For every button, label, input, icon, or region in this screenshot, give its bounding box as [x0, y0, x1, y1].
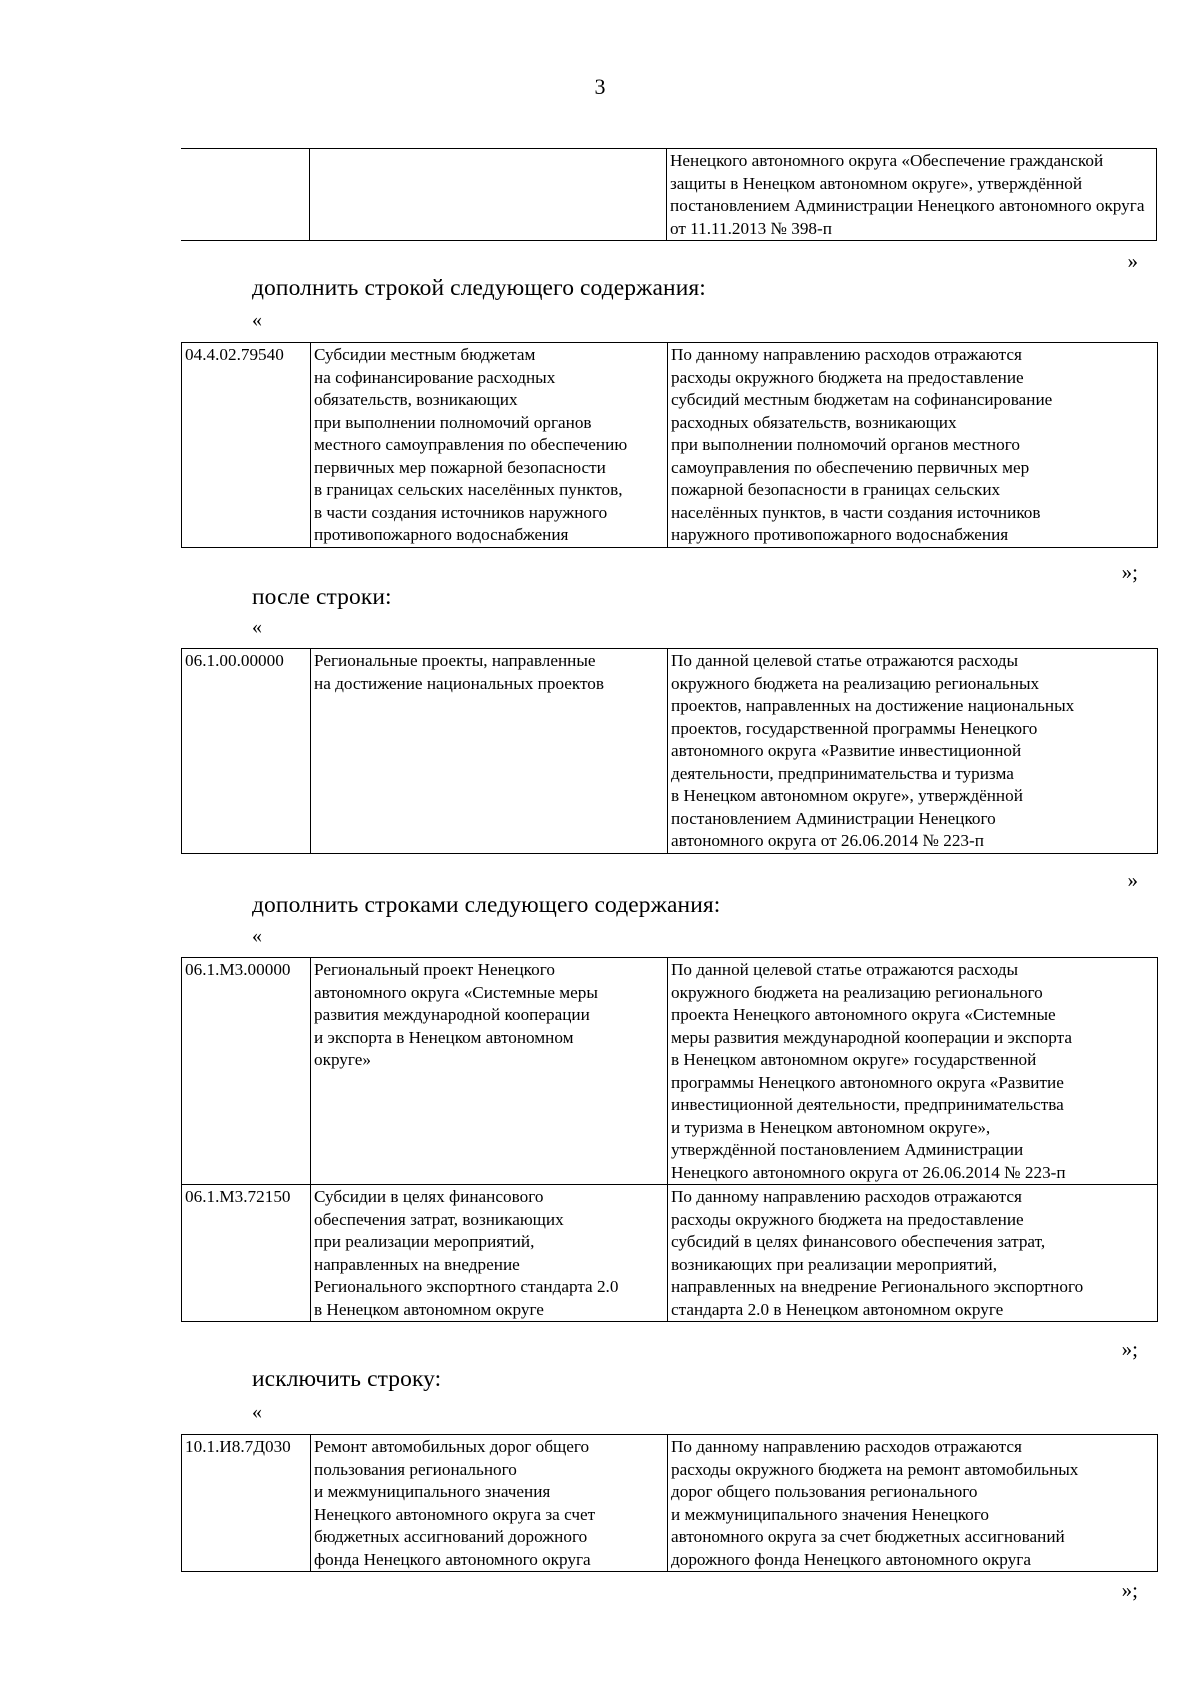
- description-cell: По данному направлению расходов отражаются расходы окружного бюджета на предоставление субсидий в целях финансового обеспечения затрат, возникающих при реализации мероприятий, направленных на внедрение Регионального экспортного стандарта 2.0 в Ненецком автономном округе: [668, 1185, 1158, 1322]
- added-rows-table: [181, 957, 1158, 1322]
- code-cell: 04.4.02.79540: [182, 343, 311, 548]
- name-cell: Субсидии в целях финансового обеспечения затрат, возникающих при реализации мероприятий, направленных на внедрение Регионального экспортного стандарта 2.0 в Ненецком автономном округе: [311, 1185, 668, 1322]
- closing-quote: »: [1127, 249, 1138, 273]
- description-cell: По данной целевой статье отражаются расходы окружного бюджета на реализацию региональных проектов, направленных на достижение национальных проектов, государственной программы Ненецкого автономного округа «Развитие инвестиционной деятельности, предпринимательства и туризма в Ненецком автономном округе», утверждённой постановлением Администрации Ненецкого автономного округа от 26.06.2014 № 223-п: [668, 649, 1158, 854]
- table-row: [182, 958, 1158, 1185]
- code-cell: [181, 149, 310, 241]
- name-cell: Региональный проект Ненецкого автономного округа «Системные меры развития международной кооперации и экспорта в Ненецком автономном округе»: [311, 958, 668, 1185]
- opening-quote: «: [252, 309, 262, 331]
- name-cell: Субсидии местным бюджетам на софинансирование расходных обязательств, возникающих при выполнении полномочий органов местного самоуправления по обеспечению первичных мер пожарной безопасности в границах сельских населённых пунктов, в части создания источников наружного противопожарного водоснабжения: [311, 343, 668, 548]
- name-cell: Региональные проекты, направленные на достижение национальных проектов: [311, 649, 668, 854]
- description-cell: По данному направлению расходов отражаются расходы окружного бюджета на ремонт автомобильных дорог общего пользования регионального и межмуниципального значения Ненецкого автономного округа за счет бюджетных ассигнований дорожного фонда Ненецкого автономного округа: [668, 1435, 1158, 1572]
- instruction-after-row: после строки:: [252, 584, 392, 610]
- opening-quote: «: [252, 1401, 262, 1423]
- instruction-remove-row: исключить строку:: [252, 1366, 442, 1392]
- closing-quote: »: [1127, 868, 1138, 892]
- name-cell: [310, 149, 667, 241]
- name-cell: Ремонт автомобильных дорог общего пользования регионального и межмуниципального значения Ненецкого автономного округа за счет бюджетных ассигнований дорожного фонда Ненецкого автономного округа: [311, 1435, 668, 1572]
- table-row: [182, 1435, 1158, 1572]
- table-row: [181, 149, 1157, 241]
- description-cell: По данной целевой статье отражаются расходы окружного бюджета на реализацию регионального проекта Ненецкого автономного округа «Системные меры развития международной кооперации и экспорта в Ненецком автономном округе» государственной программы Ненецкого автономного округа «Развитие инвестиционной деятельности, предпринимательства и туризма в Ненецком автономном округе», утверждённой постановлением Администрации Ненецкого автономного округа от 26.06.2014 № 223-п: [668, 958, 1158, 1185]
- reference-row-table: [181, 648, 1158, 854]
- closing-quote: »;: [1121, 1337, 1138, 1361]
- description-cell: По данному направлению расходов отражаются расходы окружного бюджета на предоставление субсидий местным бюджетам на софинансирование расходных обязательств, возникающих при выполнении полномочий органов местного самоуправления по обеспечению первичных мер пожарной безопасности в границах сельских населённых пунктов, в части создания источников наружного противопожарного водоснабжения: [668, 343, 1158, 548]
- code-cell: 10.1.И8.7Д030: [182, 1435, 311, 1572]
- code-cell: 06.1.00.00000: [182, 649, 311, 854]
- table-row: [182, 649, 1158, 854]
- description-cell: Ненецкого автономного округа «Обеспечение гражданской защиты в Ненецком автономном округе», утверждённой постановлением Администрации Ненецкого автономного округа от 11.11.2013 № 398-п: [667, 149, 1157, 241]
- opening-quote: «: [252, 925, 262, 947]
- table-row: [182, 343, 1158, 548]
- code-cell: 06.1.М3.00000: [182, 958, 311, 1185]
- table-row: [182, 1185, 1158, 1322]
- continuation-table: [181, 148, 1157, 241]
- instruction-add-row: дополнить строкой следующего содержания:: [252, 275, 706, 301]
- closing-quote: »;: [1121, 1578, 1138, 1602]
- instruction-add-rows: дополнить строками следующего содержания:: [252, 892, 721, 918]
- added-row-table: [181, 342, 1158, 548]
- code-cell: 06.1.М3.72150: [182, 1185, 311, 1322]
- closing-quote: »;: [1121, 560, 1138, 584]
- opening-quote: «: [252, 616, 262, 638]
- removed-row-table: [181, 1434, 1158, 1572]
- page-number: 3: [594, 74, 606, 99]
